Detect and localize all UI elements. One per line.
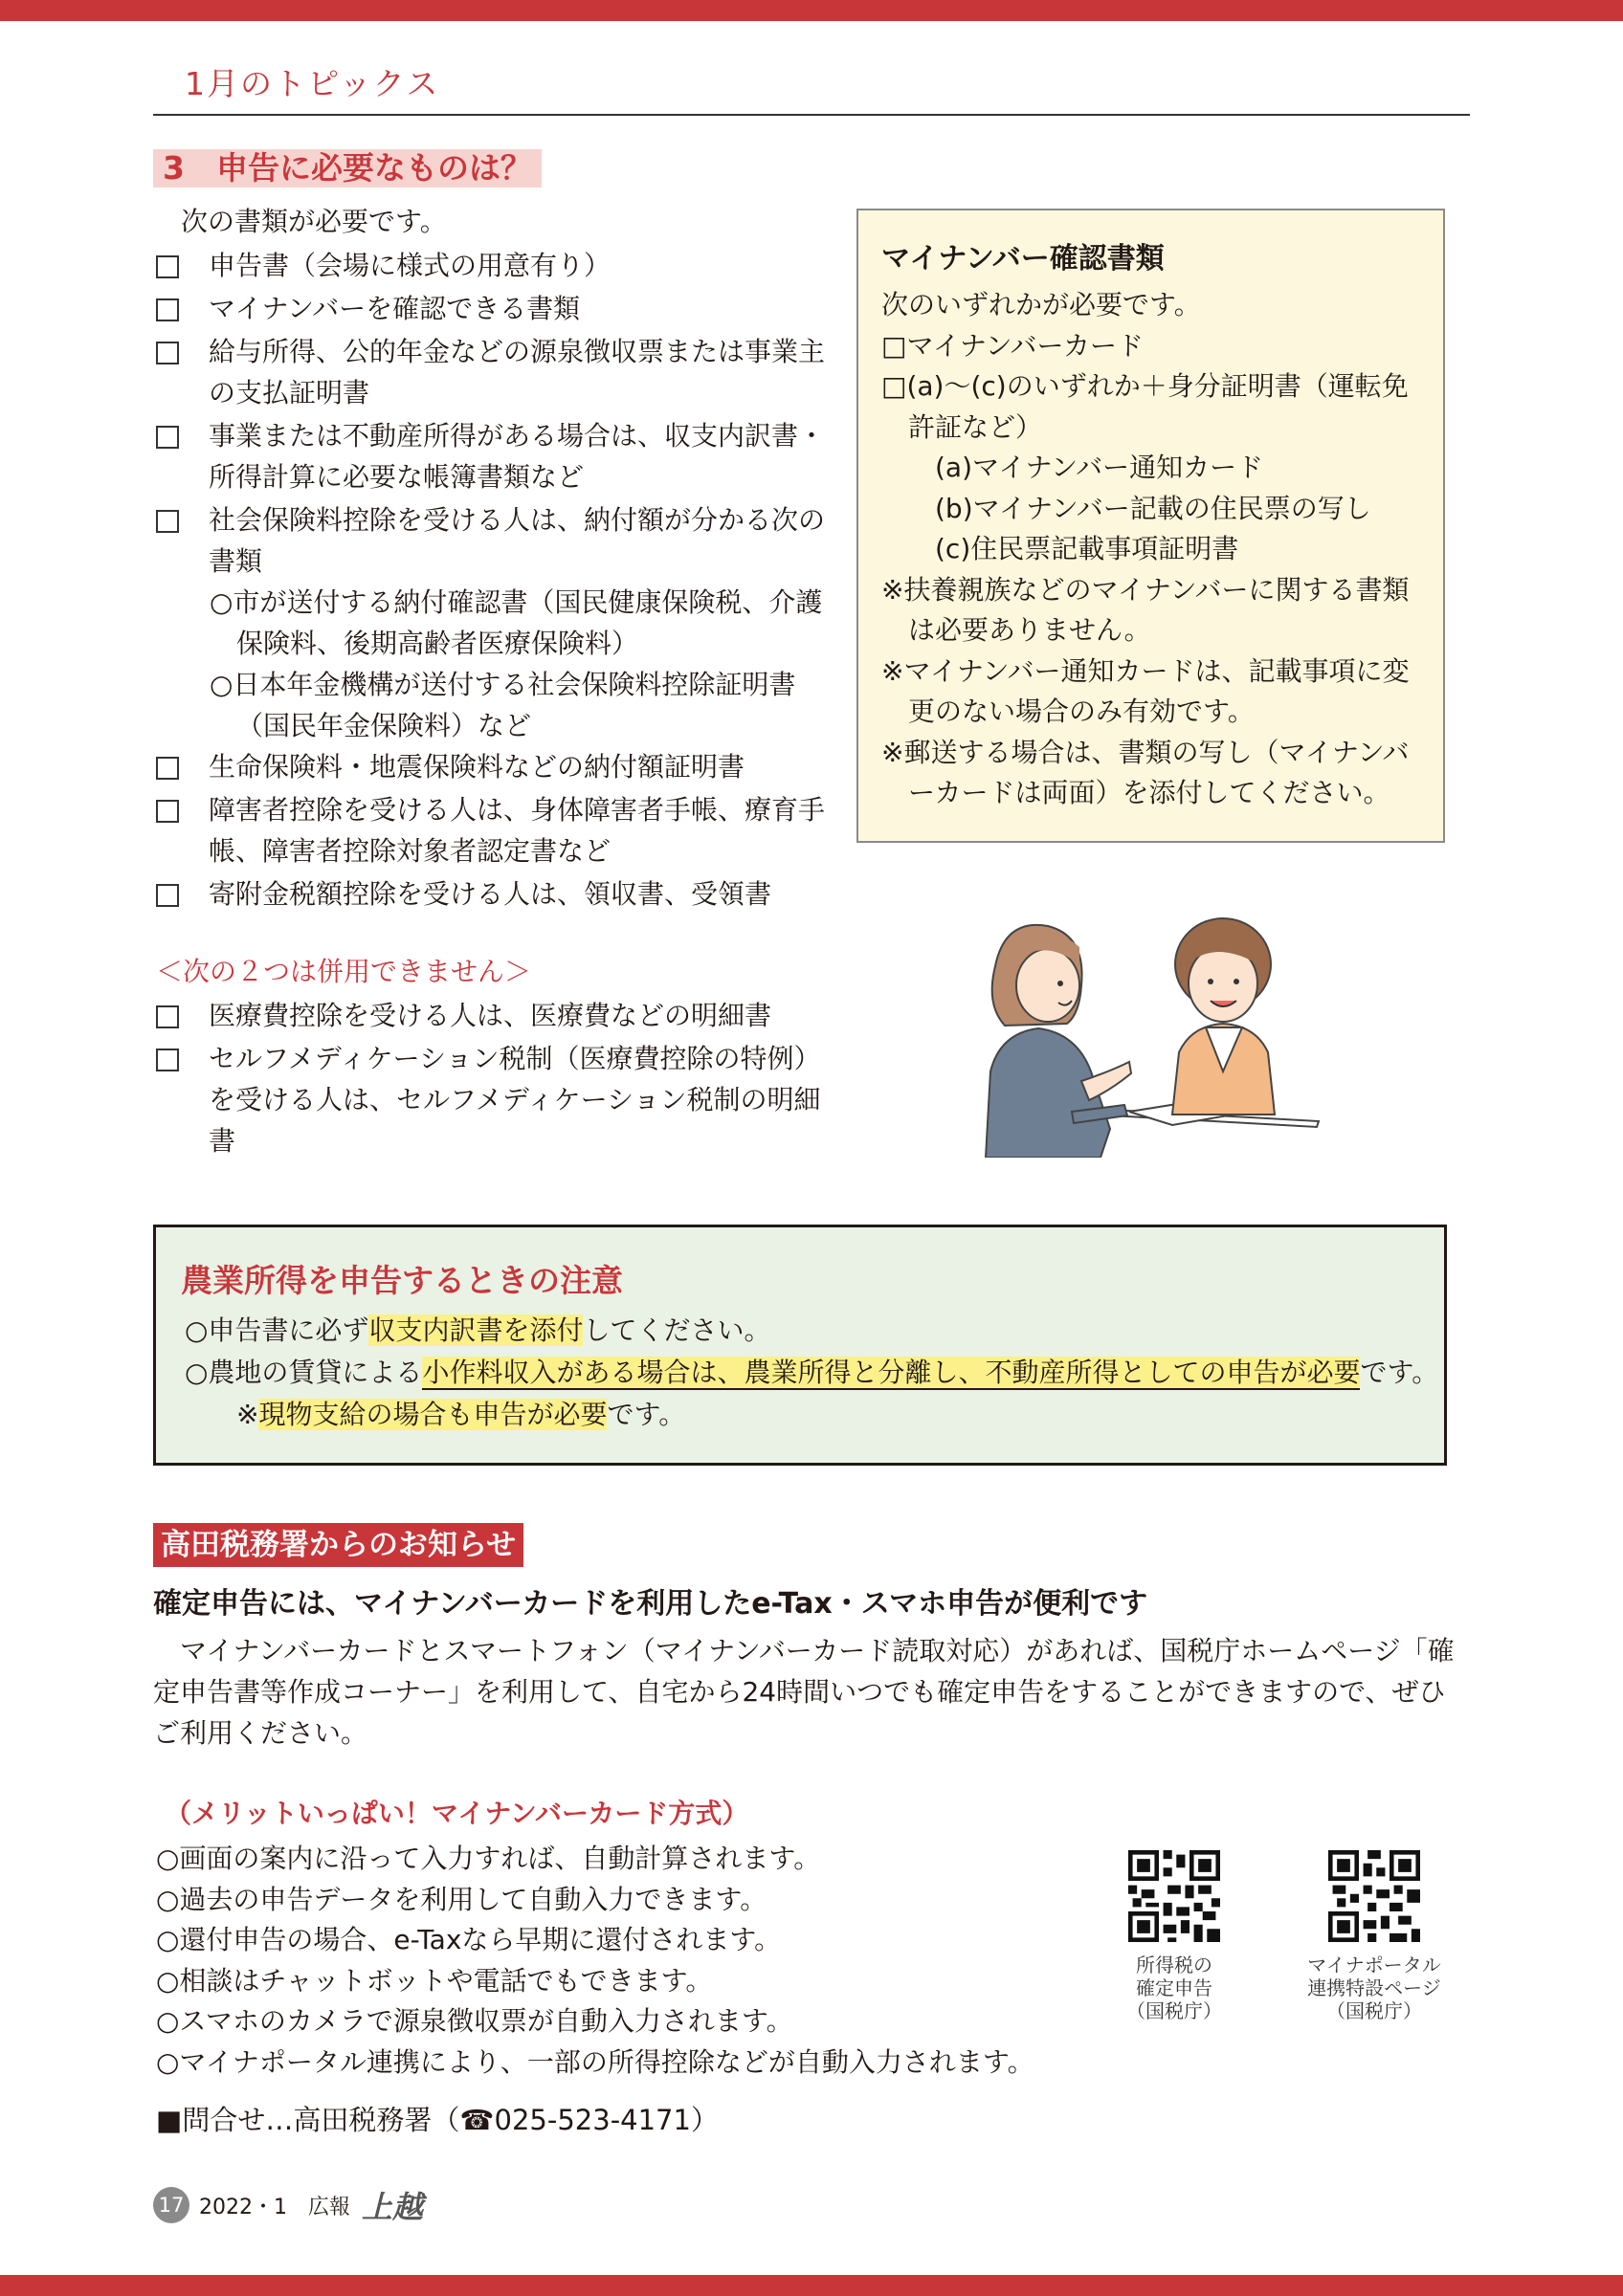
page-number: 17 [153,2187,189,2223]
page-header-title: 1月のトピックス [185,65,440,102]
notice-line: ○申告書に必ず収支内訳書を添付してください。 [185,1314,771,1346]
sub-list-item: ○日本年金機構が送付する社会保険料控除証明書（国民年金保険料）など [210,669,796,741]
consultation-illustration [967,909,1330,1158]
sub-list-item: ○市が送付する納付確認書（国民健康保険税、介護保険料、後期高齢者医療保険料） [210,586,823,659]
list-item: 申告書（会場に様式の用意有り） [156,245,837,286]
box-option: □マイナンバーカード [881,329,1144,362]
required-documents-list [156,245,837,915]
qr-code-icon[interactable] [1128,1850,1220,1942]
publication-label: 広報 [308,2195,351,2219]
checkbox-icon [156,342,179,364]
mynumber-documents-box [856,209,1445,843]
farm-income-notice-box [153,1225,1447,1466]
list-item: 社会保険料控除を受ける人は、納付額が分かる次の書類 [156,499,837,582]
box-note: ※マイナンバー通知カードは、記載事項に変更のない場合のみ有効です。 [881,654,1410,727]
bottom-color-bar [0,2275,1623,2296]
section-intro: 次の書類が必要です。 [181,206,447,237]
qr-caption: マイナポータル 連携特設ページ （国税庁） [1307,1954,1441,2022]
list-item: ○スマホのカメラで源泉徴収票が自動入力されます。 [156,2005,793,2037]
list-item: ○還付申告の場合、e-Taxなら早期に還付されます。 [156,1924,782,1955]
list-item: 寄附金税額控除を受ける人は、領収書、受領書 [156,873,837,915]
box-intro: 次のいずれかが必要です。 [881,289,1201,320]
box-note: ※郵送する場合は、書類の写し（マイナンバーカードは両面）を添付してください。 [881,736,1410,808]
notice-line: ※現物支給の場合も申告が必要です。 [236,1399,686,1430]
list-item: 事業または不動産所得がある場合は、収支内訳書・所得計算に必要な帳簿書類など [156,415,837,497]
list-item: 医療費控除を受ける人は、医療費などの明細書 [156,995,837,1036]
tax-office-heading: 高田税務署からのお知らせ [153,1523,523,1567]
top-color-bar [0,0,1623,21]
publication-logo: 上越 [362,2189,424,2225]
list-item: 給与所得、公的年金などの源泉徴収票または事業主の支払証明書 [156,331,837,413]
qr-code-icon[interactable] [1328,1850,1420,1942]
box-suboption: (c)住民票記載事項証明書 [935,533,1239,564]
list-item: マイナンバーを確認できる書類 [156,288,837,329]
notice-line: ○農地の賃貸による小作料収入がある場合は、農業所得と分離し、不動産所得としての申告が必要です。 [185,1357,1439,1388]
checkbox-icon [156,1005,179,1028]
contact-line: ■問合せ…高田税務署（☎025-523-4171） [156,2104,719,2136]
list-item: セルフメディケーション税制（医療費控除の特例）を受ける人は、セルフメディケーション税制の明細書 [156,1038,837,1161]
checkbox-icon [156,426,179,449]
box-title: マイナンバー確認書類 [881,242,1165,276]
box-note: ※扶養親族などのマイナンバーに関する書類は必要ありません。 [881,573,1410,646]
box-title: 農業所得を申告するときの注意 [181,1262,623,1299]
tax-office-body: マイナンバーカードとスマートフォン（マイナンバーカード読取対応）があれば、国税庁ホームページ「確定申告書等作成コーナー」を利用して、自宅から24時間いつでも確定申告をすることができますので、ぜひご利用ください。 [153,1635,1455,1749]
list-item: ○過去の申告データを利用して自動入力できます。 [156,1883,767,1915]
qr-caption: 所得税の 確定申告 （国税庁） [1126,1954,1222,2022]
checkbox-icon [156,1049,179,1071]
checkbox-icon [156,757,179,780]
list-item: 障害者控除を受ける人は、身体障害者手帳、療育手帳、障害者控除対象者認定書など [156,789,837,872]
header-divider [153,114,1470,116]
issue-date: 2022・1 [199,2195,287,2219]
box-suboption: (a)マイナンバー通知カード [935,452,1264,483]
list-item: ○相談はチャットボットや電話でもできます。 [156,1964,713,1997]
section-heading: 3 申告に必要なものは？ [153,149,542,188]
exclusive-list [156,995,837,1161]
exclusive-heading: ＜次の２つは併用できません＞ [156,956,532,987]
checkbox-icon [156,298,179,321]
checkbox-icon [156,800,179,823]
list-item: ○画面の案内に沿って入力すれば、自動計算されます。 [156,1843,821,1874]
list-item: 生命保険料・地震保険料などの納付額証明書 [156,746,837,787]
checkbox-icon [156,884,179,907]
merit-heading: （メリットいっぱい！マイナンバーカード方式） [165,1798,749,1829]
checkbox-icon [156,510,179,533]
checkbox-icon [156,255,179,278]
merit-list [156,1839,1034,2083]
box-suboption: (b)マイナンバー記載の住民票の写し [935,492,1371,524]
tax-office-subheading: 確定申告には、マイナンバーカードを利用したe-Tax・スマホ申告が便利です [153,1587,1148,1621]
list-item: ○マイナポータル連携により、一部の所得控除などが自動入力されます。 [156,2045,1034,2078]
box-option: □(a)〜(c)のいずれか＋身分証明書（運転免許証など） [881,370,1409,443]
page-footer [153,2185,423,2225]
